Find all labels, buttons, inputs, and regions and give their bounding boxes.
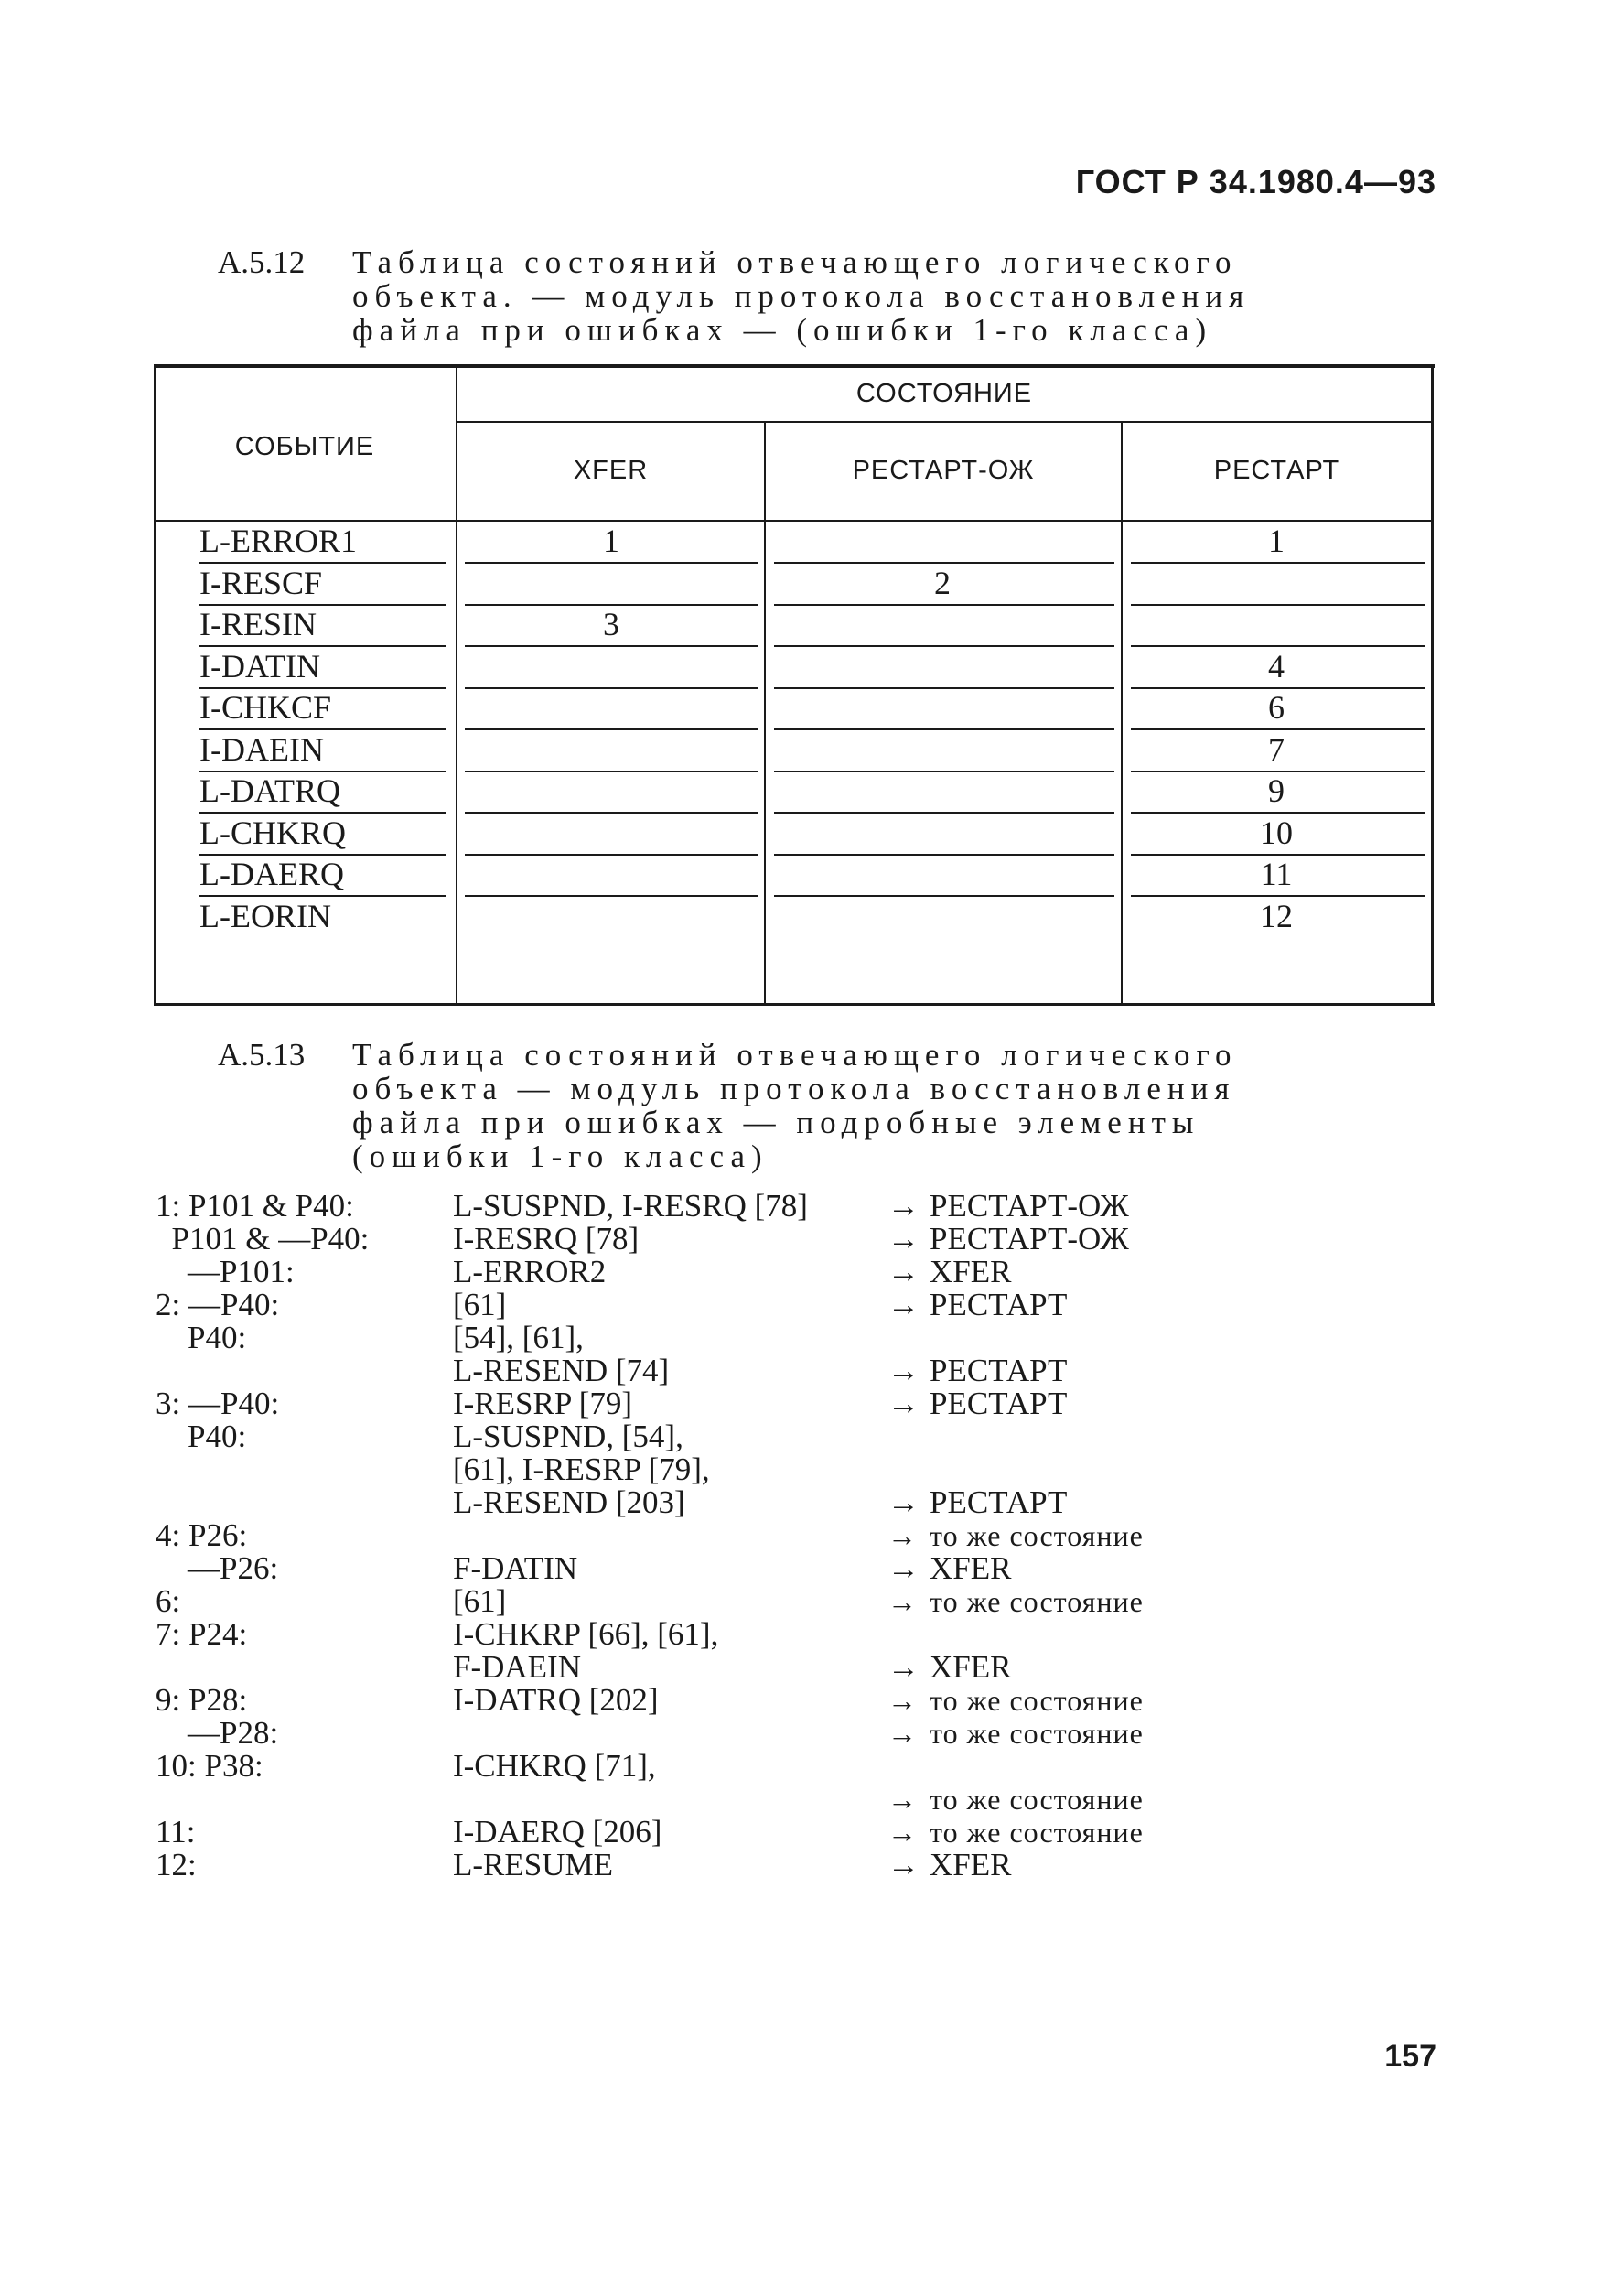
detail-row xyxy=(156,1190,1345,1223)
action-text: L-SUSPND, [54], xyxy=(453,1419,683,1454)
state-cell: 1 xyxy=(603,523,619,559)
cell-rule xyxy=(465,728,758,730)
transition xyxy=(887,1486,1067,1519)
detail-row xyxy=(156,1783,1345,1816)
detail-row xyxy=(156,1750,1345,1783)
column-header: РЕСТАРТ-ОЖ xyxy=(852,456,1035,485)
action-text: L-ERROR2 xyxy=(453,1254,607,1289)
condition-label: —P101: xyxy=(156,1254,295,1289)
document-header: ГОСТ Р 34.1980.4—93 xyxy=(1075,163,1436,200)
transition xyxy=(887,1387,1067,1420)
result-state: XFER xyxy=(930,1847,1012,1882)
detail-row xyxy=(156,1420,1345,1453)
condition-label: 9: P28: xyxy=(156,1682,248,1718)
caption-line: (ошибки 1-го класса) xyxy=(352,1138,769,1174)
result-state: РЕСТАРТ-ОЖ xyxy=(930,1188,1129,1224)
condition-label: 6: xyxy=(156,1583,181,1619)
state-cell: 7 xyxy=(1268,730,1285,768)
result-state: то же состояние xyxy=(930,1816,1144,1849)
cell-rule xyxy=(465,895,758,897)
cell-rule xyxy=(465,645,758,647)
arrow-icon: → xyxy=(887,1717,918,1750)
detail-row xyxy=(156,1585,1345,1618)
action-text: [61] xyxy=(453,1287,507,1322)
arrow-icon: → xyxy=(887,1649,920,1685)
caption-number: А.5.13 xyxy=(218,1037,306,1073)
state-cell: 11 xyxy=(1260,856,1293,892)
state-table xyxy=(154,364,1435,1005)
details-caption xyxy=(218,1038,1435,1173)
detail-row xyxy=(156,1552,1345,1585)
arrow-icon: → xyxy=(887,1287,920,1322)
cell-rule xyxy=(774,895,1114,897)
cell-rule xyxy=(465,562,758,564)
action-text: I-CHKRQ [71], xyxy=(453,1748,656,1784)
detail-row xyxy=(156,1453,1345,1486)
event-cell: I-CHKCF xyxy=(199,689,332,726)
detail-row xyxy=(156,1519,1345,1552)
action-text: I-DATRQ [202] xyxy=(453,1682,659,1718)
detail-row xyxy=(156,1256,1345,1289)
arrow-icon: → xyxy=(887,1386,920,1421)
column-header: РЕСТАРТ xyxy=(1213,456,1340,485)
event-cell: I-DAEIN xyxy=(199,730,324,768)
action-text: I-DAERQ [206] xyxy=(453,1814,662,1850)
transition xyxy=(887,1552,1011,1585)
detail-row xyxy=(156,1684,1345,1717)
transition xyxy=(887,1585,1144,1618)
cell-rule xyxy=(465,812,758,814)
condition-label: 2: —P40: xyxy=(156,1287,280,1322)
condition-label: P40: xyxy=(156,1419,247,1454)
caption-line: Таблица состояний отвечающего логического xyxy=(352,1037,1238,1073)
condition-label: 4: P26: xyxy=(156,1517,248,1553)
caption-line: объекта — модуль протокола восстановления xyxy=(352,1071,1236,1106)
arrow-icon: → xyxy=(887,1254,920,1289)
action-text: L-RESUME xyxy=(453,1847,613,1882)
action-text: L-SUSPND, I-RESRQ [78] xyxy=(453,1188,808,1224)
state-cell: 3 xyxy=(603,606,619,642)
event-cell: I-RESCF xyxy=(199,564,323,601)
action-text: I-RESRP [79] xyxy=(453,1386,633,1421)
transition xyxy=(887,1223,1129,1256)
event-cell: I-RESIN xyxy=(199,606,317,642)
cell-rule xyxy=(465,687,758,689)
condition-label: P40: xyxy=(156,1320,247,1355)
detail-row xyxy=(156,1354,1345,1387)
event-cell: L-ERROR1 xyxy=(199,523,358,559)
arrow-icon: → xyxy=(887,1585,918,1618)
detail-row xyxy=(156,1651,1345,1684)
cell-rule xyxy=(774,604,1114,606)
detail-row xyxy=(156,1618,1345,1651)
condition-label: 3: —P40: xyxy=(156,1386,280,1421)
result-state: то же состояние xyxy=(930,1783,1144,1816)
condition-label: 1: P101 & P40: xyxy=(156,1188,354,1224)
table-divider xyxy=(1121,423,1123,1005)
condition-label: P101 & —P40: xyxy=(156,1221,370,1257)
event-cell: L-CHKRQ xyxy=(199,814,346,851)
caption-number: А.5.12 xyxy=(218,244,306,280)
caption-line: файла при ошибках — (ошибки 1-го класса) xyxy=(352,312,1213,348)
detail-row xyxy=(156,1486,1345,1519)
arrow-icon: → xyxy=(887,1353,920,1388)
transition xyxy=(887,1256,1011,1289)
action-text: L-RESEND [203] xyxy=(453,1484,685,1520)
action-text: [54], [61], xyxy=(453,1320,584,1355)
table-caption xyxy=(218,245,1435,347)
result-state: РЕСТАРТ xyxy=(930,1386,1068,1421)
condition-label: 12: xyxy=(156,1847,197,1882)
table-border-right xyxy=(1431,364,1434,1005)
action-text: F-DAEIN xyxy=(453,1649,581,1685)
result-state: XFER xyxy=(930,1254,1012,1289)
arrow-icon: → xyxy=(887,1221,920,1257)
state-cell: 1 xyxy=(1268,523,1285,559)
arrow-icon: → xyxy=(887,1188,920,1224)
transition xyxy=(887,1783,1144,1816)
state-cell: 6 xyxy=(1268,689,1285,726)
event-cell: L-DATRQ xyxy=(199,772,340,809)
condition-label: 10: P38: xyxy=(156,1748,263,1784)
arrow-icon: → xyxy=(887,1847,920,1882)
transition xyxy=(887,1519,1144,1552)
table-divider xyxy=(764,423,766,1005)
detail-row xyxy=(156,1816,1345,1849)
cell-rule xyxy=(774,854,1114,856)
transition xyxy=(887,1684,1144,1717)
detail-row xyxy=(156,1223,1345,1256)
cell-rule xyxy=(774,728,1114,730)
transition xyxy=(887,1289,1067,1321)
state-cell: 2 xyxy=(934,564,951,601)
state-cell: 10 xyxy=(1260,814,1293,851)
detail-row xyxy=(156,1321,1345,1354)
condition-label: —P28: xyxy=(156,1715,279,1751)
cell-rule xyxy=(1131,604,1425,606)
result-state: XFER xyxy=(930,1649,1012,1685)
condition-label: 11: xyxy=(156,1814,196,1850)
action-text: [61] xyxy=(453,1583,507,1619)
arrow-icon: → xyxy=(887,1684,918,1717)
result-state: то же состояние xyxy=(930,1717,1144,1750)
action-text: I-RESRQ [78] xyxy=(453,1221,640,1257)
arrow-icon: → xyxy=(887,1816,918,1849)
cell-rule xyxy=(774,812,1114,814)
condition-label: —P26: xyxy=(156,1550,279,1586)
event-column-header: СОБЫТИЕ xyxy=(234,432,375,461)
result-state: РЕСТАРТ xyxy=(930,1353,1068,1388)
cell-rule xyxy=(774,645,1114,647)
result-state: XFER xyxy=(930,1550,1012,1586)
column-header: XFER xyxy=(573,456,649,485)
table-divider xyxy=(457,421,1431,423)
detail-row xyxy=(156,1387,1345,1420)
transition xyxy=(887,1651,1011,1684)
caption-line: объекта. — модуль протокола восстановления xyxy=(352,278,1251,314)
result-state: то же состояние xyxy=(930,1684,1144,1717)
result-state: РЕСТАРТ xyxy=(930,1287,1068,1322)
cell-rule xyxy=(465,854,758,856)
table-border-top xyxy=(154,364,1435,368)
action-text: I-CHKRP [66], [61], xyxy=(453,1616,719,1652)
arrow-icon: → xyxy=(887,1550,920,1586)
arrow-icon: → xyxy=(887,1484,920,1520)
action-text: [61], I-RESRP [79], xyxy=(453,1451,710,1487)
result-state: то же состояние xyxy=(930,1519,1144,1552)
event-cell: L-DAERQ xyxy=(199,856,344,892)
caption-line: файла при ошибках — подробные элементы xyxy=(352,1105,1200,1140)
transition xyxy=(887,1717,1144,1750)
table-border-bottom xyxy=(154,1003,1435,1006)
caption-line: Таблица состояний отвечающего логического xyxy=(352,244,1238,280)
cell-rule xyxy=(774,687,1114,689)
cell-rule xyxy=(774,771,1114,772)
result-state: РЕСТАРТ xyxy=(930,1484,1068,1520)
state-cell: 4 xyxy=(1268,647,1285,685)
transition xyxy=(887,1354,1067,1387)
transition xyxy=(887,1816,1144,1849)
event-cell: I-DATIN xyxy=(199,647,320,685)
page-number: 157 xyxy=(1384,2039,1436,2074)
state-cell: 12 xyxy=(1260,897,1293,934)
detail-row xyxy=(156,1289,1345,1321)
transition xyxy=(887,1190,1129,1223)
cell-rule xyxy=(1131,562,1425,564)
arrow-icon: → xyxy=(887,1783,918,1816)
state-group-header: СОСТОЯНИЕ xyxy=(855,379,1033,408)
detail-row xyxy=(156,1849,1345,1882)
action-text: F-DATIN xyxy=(453,1550,578,1586)
event-cell: L-EORIN xyxy=(199,897,331,934)
transition xyxy=(887,1849,1011,1882)
condition-label: 7: P24: xyxy=(156,1616,248,1652)
cell-rule xyxy=(465,771,758,772)
result-state: то же состояние xyxy=(930,1585,1144,1618)
action-text: L-RESEND [74] xyxy=(453,1353,670,1388)
detail-row xyxy=(156,1717,1345,1750)
arrow-icon: → xyxy=(887,1519,918,1552)
state-cell: 9 xyxy=(1268,772,1285,809)
result-state: РЕСТАРТ-ОЖ xyxy=(930,1221,1129,1257)
